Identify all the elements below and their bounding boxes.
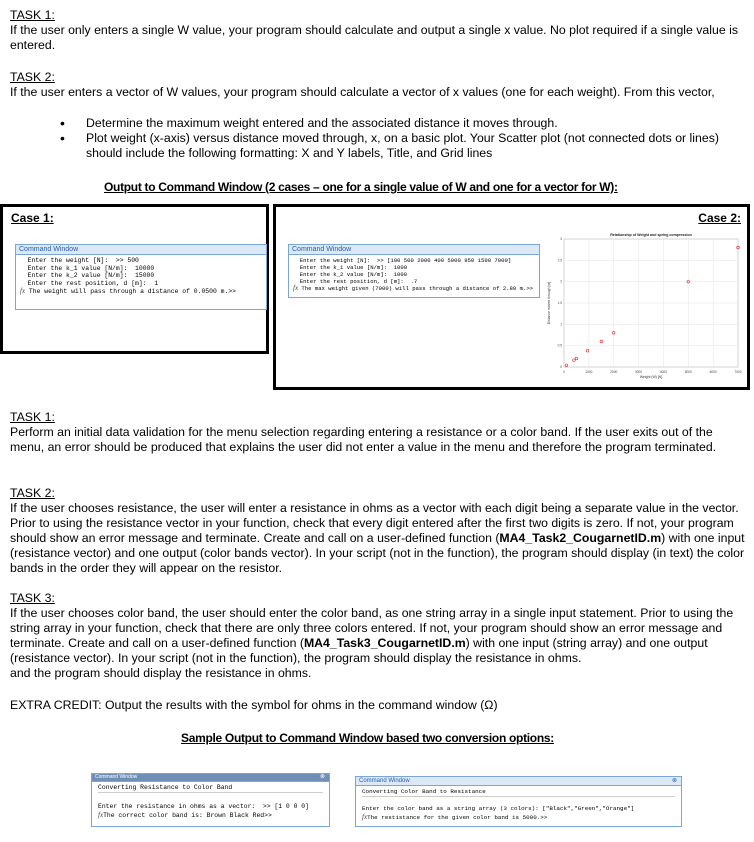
command-window-title: Command Window: [16, 245, 266, 255]
b-task1-heading: TASK 1:: [10, 410, 55, 424]
command-line: Enter the weight [N]: >> 500: [20, 257, 139, 264]
result-text: The correct color band is: Brown Black Red>>: [103, 812, 272, 819]
case2-label: Case 2:: [698, 211, 741, 225]
case2-command-window: [288, 244, 540, 298]
y-tick-label: 2.5: [557, 258, 562, 263]
task2-bullets: [60, 116, 740, 161]
x-axis-label: Weight (W) [N]: [639, 375, 663, 379]
y-tick-label: 0.5: [557, 343, 562, 348]
result-text: The max weight given (7000) will pass through a distance of 2.80 m.>>: [298, 285, 534, 292]
command-line: Enter the k_2 value [N/m]: 1000: [293, 271, 408, 278]
command-header: Converting Color Band to Resistance: [362, 788, 675, 797]
task2-heading: TASK 2:: [10, 70, 55, 84]
fx-icon: fx: [20, 286, 26, 295]
x-tick-label: 5000: [684, 370, 692, 374]
command-line: Enter the k_2 value [N/m]: 15000: [20, 272, 155, 280]
case1-command-window: [15, 244, 267, 310]
x-tick-label: 3000: [635, 370, 643, 374]
y-tick-label: 2: [560, 279, 562, 284]
y-tick-label: 1.5: [557, 301, 562, 305]
command-window-title-text: Command Window: [95, 774, 138, 780]
command-window-title-text: Command Window: [359, 778, 410, 784]
b-task2-text: [10, 501, 745, 576]
scatter-plot: [542, 227, 744, 383]
fx-icon: fx: [293, 284, 299, 292]
y-axis-label: Distance moved through [m]: [547, 281, 551, 325]
bullet-item: • Plot weight (x-axis) versus distance moved through, x, on a basic plot. Your Scatter plot (not connected dots or lines) should include the following formatting: X and Y labels, Title, and Grid lines: [60, 131, 740, 161]
command-line: Enter the color band as a string array (3 colors): ["Black","Green","Orange"]: [362, 805, 635, 812]
y-tick-label: 0: [560, 365, 562, 369]
x-tick-label: 2000: [610, 370, 618, 374]
close-icon[interactable]: ⊗: [319, 774, 325, 780]
b-task3-func: MA4_Task3_CougarnetID.m: [303, 636, 466, 650]
b-task3-text-a: If the user chooses color band, the user should enter the color band, as one string array in a single input statement. Prior to using the string array in your function, check that there are only three colors entered. If not, your program should show an error message and terminate. Create and call on a user-defined function (: [10, 606, 734, 650]
b-task3-extra: and the program should display the resistance in ohms.: [10, 666, 312, 680]
sample2-command-window: [355, 776, 682, 827]
x-tick-label: 6000: [709, 370, 717, 374]
command-window-body: [92, 782, 329, 822]
b-task2-func: MA4_Task2_CougarnetID.m: [499, 531, 662, 545]
command-line: Enter the rest position, d [m]: .7: [293, 278, 418, 285]
chart-title: Relationship of Weight and spring compression: [610, 233, 692, 237]
command-line: Enter the k_1 value [N/m]: 1000: [293, 264, 408, 271]
case1-label: Case 1:: [11, 211, 54, 225]
task2-text: If the user enters a vector of W values, your program should calculate a vector of x values (one for each weight). From this vector,: [10, 85, 715, 99]
command-result: [20, 288, 262, 296]
x-tick-label: 1000: [585, 370, 593, 374]
command-line: Enter the weight [N]: >> [100 500 2000 400 5000 950 1500 7000]: [293, 257, 512, 264]
command-result: [293, 285, 535, 292]
b-task3-text: [10, 606, 745, 681]
output-heading: Output to Command Window (2 cases – one for a single value of W and one for a vector for W):: [104, 180, 618, 194]
x-tick-label: 7000: [734, 370, 742, 374]
close-icon[interactable]: ⊗: [671, 778, 677, 784]
result-text: The weight will pass through a distance of 0.0500 m.>>: [25, 287, 236, 295]
command-window-title: Command Window: [289, 245, 539, 255]
result-text: The restistance for the given color band is 5000.>>: [367, 814, 548, 821]
command-window-body: [289, 255, 539, 294]
y-tick-label: 3: [560, 237, 562, 241]
command-result: [362, 813, 675, 822]
y-tick-label: 1: [560, 322, 562, 327]
case1-box: [0, 204, 269, 354]
command-window-body: [356, 786, 681, 824]
x-tick-label: 4000: [659, 370, 667, 374]
command-window-body: [16, 255, 266, 298]
bullet-item: • Determine the maximum weight entered and the associated distance it moves through.: [60, 116, 740, 131]
fx-icon: fx: [362, 813, 368, 821]
b-task2-heading: TASK 2:: [10, 486, 55, 500]
task1-heading: TASK 1:: [10, 8, 55, 22]
command-result: [98, 811, 323, 820]
sample1-command-window: [91, 773, 330, 827]
extra-credit: EXTRA CREDIT: Output the results with the symbol for ohms in the command window (Ω): [10, 698, 498, 712]
command-window-title: [92, 774, 329, 782]
b-task3-heading: TASK 3:: [10, 591, 55, 605]
task1-text: If the user only enters a single W value, your program should calculate and output a single x value. No plot required if a single value is entered.: [10, 23, 738, 52]
x-tick-label: 0: [563, 370, 565, 374]
command-line: Enter the resistance in ohms as a vector: >> [1 0 0 0]: [98, 803, 309, 810]
fx-icon: fx: [98, 811, 104, 819]
b-task3-text-b: ) with one input (string array) and one output (resistance vector). In your script (not in the function), the program should display the resistance in ohms.: [10, 636, 708, 665]
command-line: Enter the rest position, d [m]: 1: [20, 280, 159, 288]
b-task2-text-a: If the user chooses resistance, the user will enter a resistance in ohms as a vector with each digit being a separate value in the vector. Prior to using the resistance vector in your function, check that every digit entered after the first two digits is zero. If not, your program should show an error message and terminate. Create and call on a user-defined function (: [10, 501, 739, 545]
command-header: Converting Resistance to Color Band: [98, 784, 323, 793]
b-task1-text: Perform an initial data validation for the menu selection regarding entering a resistance or a color band. If the user exits out of the menu, an error should be produced that explains the user did not enter a value in the menu and therefore the program terminated.: [10, 425, 717, 454]
b-task2-text-b: ) with one input (resistance vector) and one output (color bands vector). In your script (not in the function), the program should display (in text) the color bands in the order they will appear on the resistor.: [10, 531, 745, 575]
command-line: Enter the k_1 value [N/m]: 10000: [20, 264, 155, 272]
sample-heading: Sample Output to Command Window based two conversion options:: [181, 731, 554, 745]
case2-box: [273, 204, 750, 390]
command-window-title: [356, 777, 681, 786]
